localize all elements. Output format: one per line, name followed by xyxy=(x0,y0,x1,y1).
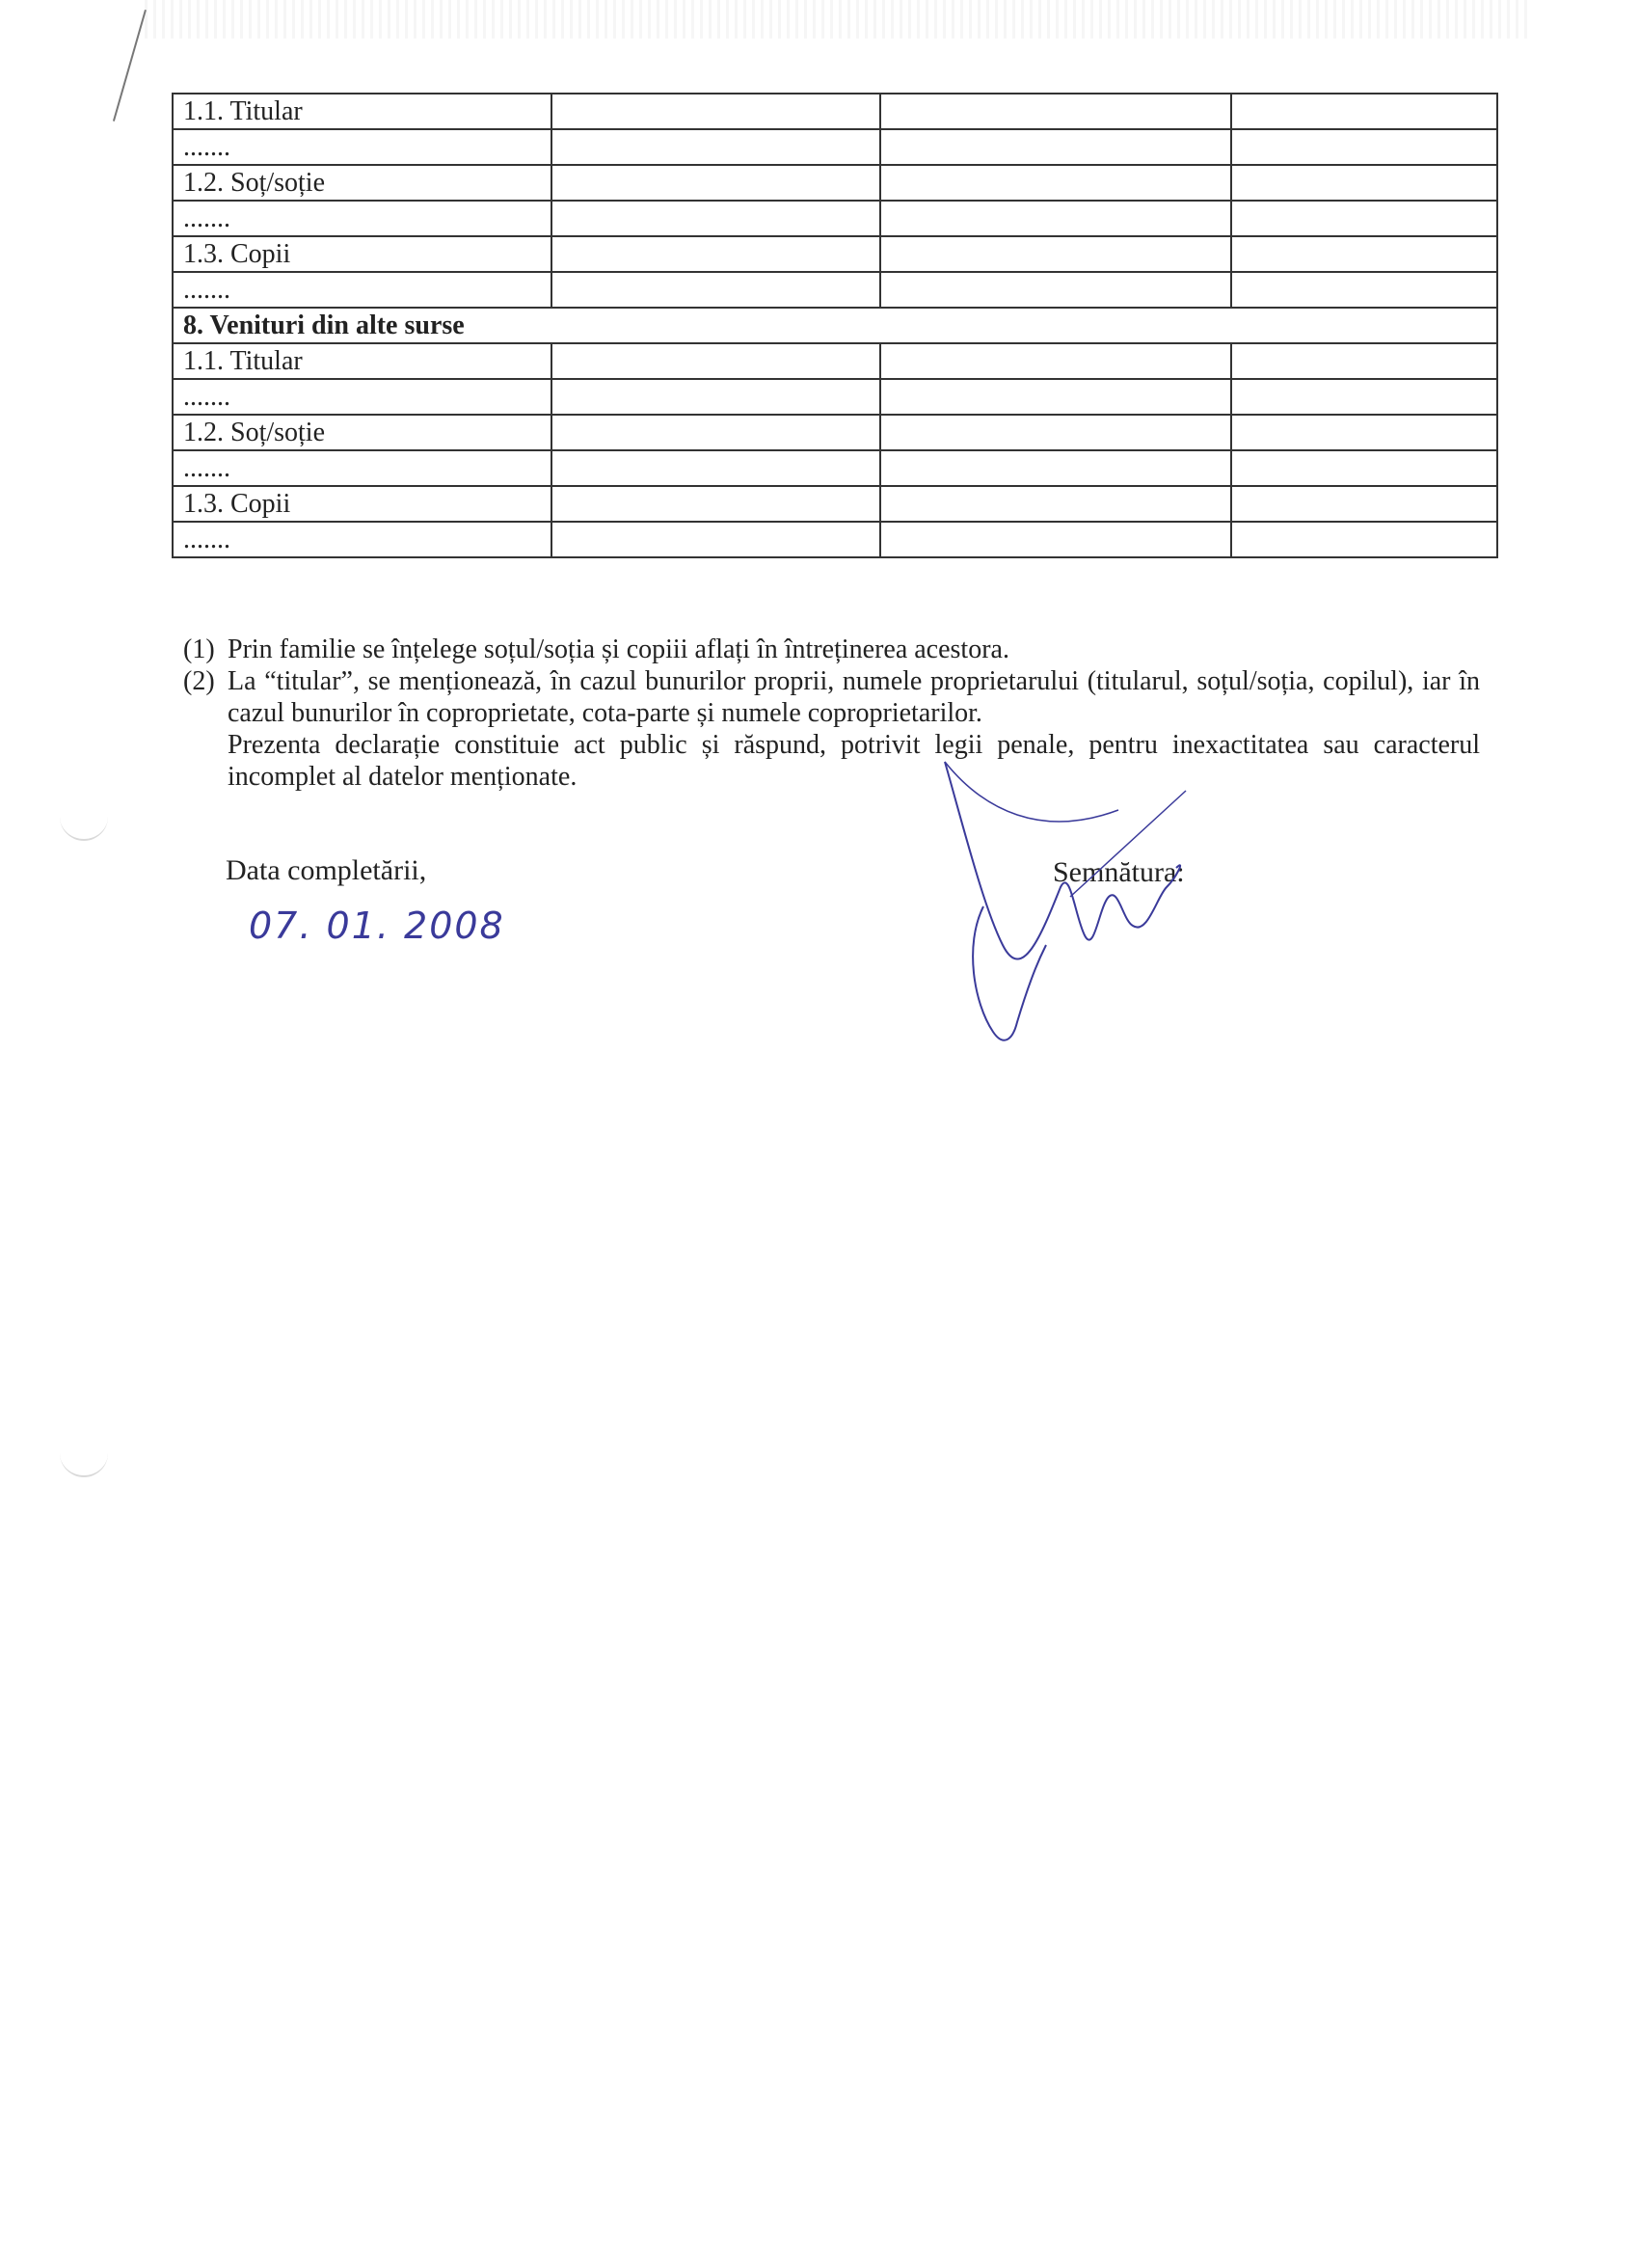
empty-cell xyxy=(551,94,880,129)
empty-cell xyxy=(1231,272,1497,308)
empty-cell xyxy=(551,486,880,522)
table-row xyxy=(173,379,1497,415)
table-row xyxy=(173,522,1497,557)
empty-cell xyxy=(880,379,1231,415)
table-row xyxy=(173,94,1497,129)
scan-edge-mark xyxy=(113,10,147,122)
table-row xyxy=(173,450,1497,486)
note-text: La “titular”, se menționează, în cazul bunurilor proprii, numele proprietarului (titularul, soțul/soția, copilul), iar în cazul bunurilor în coproprietate, cota-parte și numele coproprietarilor. xyxy=(228,666,1480,728)
handwritten-signature xyxy=(926,752,1215,1080)
row-label: ....... xyxy=(173,201,551,236)
empty-cell xyxy=(551,129,880,165)
empty-cell xyxy=(1231,450,1497,486)
table-section-row xyxy=(173,308,1497,343)
empty-cell xyxy=(1231,236,1497,272)
empty-cell xyxy=(880,129,1231,165)
empty-cell xyxy=(880,415,1231,450)
row-label: ....... xyxy=(173,522,551,557)
empty-cell xyxy=(1231,486,1497,522)
empty-cell xyxy=(551,379,880,415)
empty-cell xyxy=(551,450,880,486)
income-table xyxy=(172,93,1496,558)
note-2 xyxy=(183,665,1480,729)
empty-cell xyxy=(880,522,1231,557)
scan-noise xyxy=(145,0,1533,39)
empty-cell xyxy=(551,343,880,379)
empty-cell xyxy=(1231,165,1497,201)
note-number: (2) xyxy=(183,666,215,696)
empty-cell xyxy=(880,165,1231,201)
row-label: ....... xyxy=(173,450,551,486)
handwritten-date: 07. 01. 2008 xyxy=(249,904,505,947)
table-row xyxy=(173,486,1497,522)
punch-hole-mark xyxy=(60,1446,108,1477)
row-label: 1.1. Titular xyxy=(173,343,551,379)
note-text: Prin familie se înțelege soțul/soția și copiii aflați în întreținerea acestora. xyxy=(228,634,1009,664)
empty-cell xyxy=(880,272,1231,308)
note-number: (1) xyxy=(183,634,215,664)
empty-cell xyxy=(1231,343,1497,379)
row-label: ....... xyxy=(173,272,551,308)
row-label: 1.3. Copii xyxy=(173,486,551,522)
date-label: Data completării, xyxy=(226,854,427,886)
table-row xyxy=(173,236,1497,272)
row-label: 1.1. Titular xyxy=(173,94,551,129)
section-heading: 8. Venituri din alte surse xyxy=(173,308,1497,343)
table-row xyxy=(173,272,1497,308)
row-label: 1.2. Soț/soție xyxy=(173,415,551,450)
row-label: ....... xyxy=(173,129,551,165)
empty-cell xyxy=(1231,379,1497,415)
empty-cell xyxy=(1231,129,1497,165)
empty-cell xyxy=(1231,201,1497,236)
empty-cell xyxy=(880,343,1231,379)
empty-cell xyxy=(1231,522,1497,557)
note-1 xyxy=(183,634,1480,665)
table-row xyxy=(173,343,1497,379)
table-row xyxy=(173,165,1497,201)
table-row xyxy=(173,201,1497,236)
signature-label: Semnătura: xyxy=(1053,856,1185,888)
row-label: ....... xyxy=(173,379,551,415)
empty-cell xyxy=(880,94,1231,129)
empty-cell xyxy=(880,486,1231,522)
table-row xyxy=(173,415,1497,450)
table-row xyxy=(173,129,1497,165)
empty-cell xyxy=(551,236,880,272)
empty-cell xyxy=(551,415,880,450)
empty-cell xyxy=(1231,94,1497,129)
empty-cell xyxy=(880,450,1231,486)
empty-cell xyxy=(551,272,880,308)
notes-section xyxy=(183,634,1480,793)
empty-cell xyxy=(880,201,1231,236)
empty-cell xyxy=(880,236,1231,272)
row-label: 1.3. Copii xyxy=(173,236,551,272)
row-label: 1.2. Soț/soție xyxy=(173,165,551,201)
declaration-text: Prezenta declarație constituie act public și răspund, potrivit legii penale, pentru inexactitatea sau caracterul incomplet al datelor menționate. xyxy=(228,730,1480,792)
empty-cell xyxy=(551,522,880,557)
punch-hole-mark xyxy=(60,810,108,841)
empty-cell xyxy=(551,201,880,236)
empty-cell xyxy=(1231,415,1497,450)
empty-cell xyxy=(551,165,880,201)
